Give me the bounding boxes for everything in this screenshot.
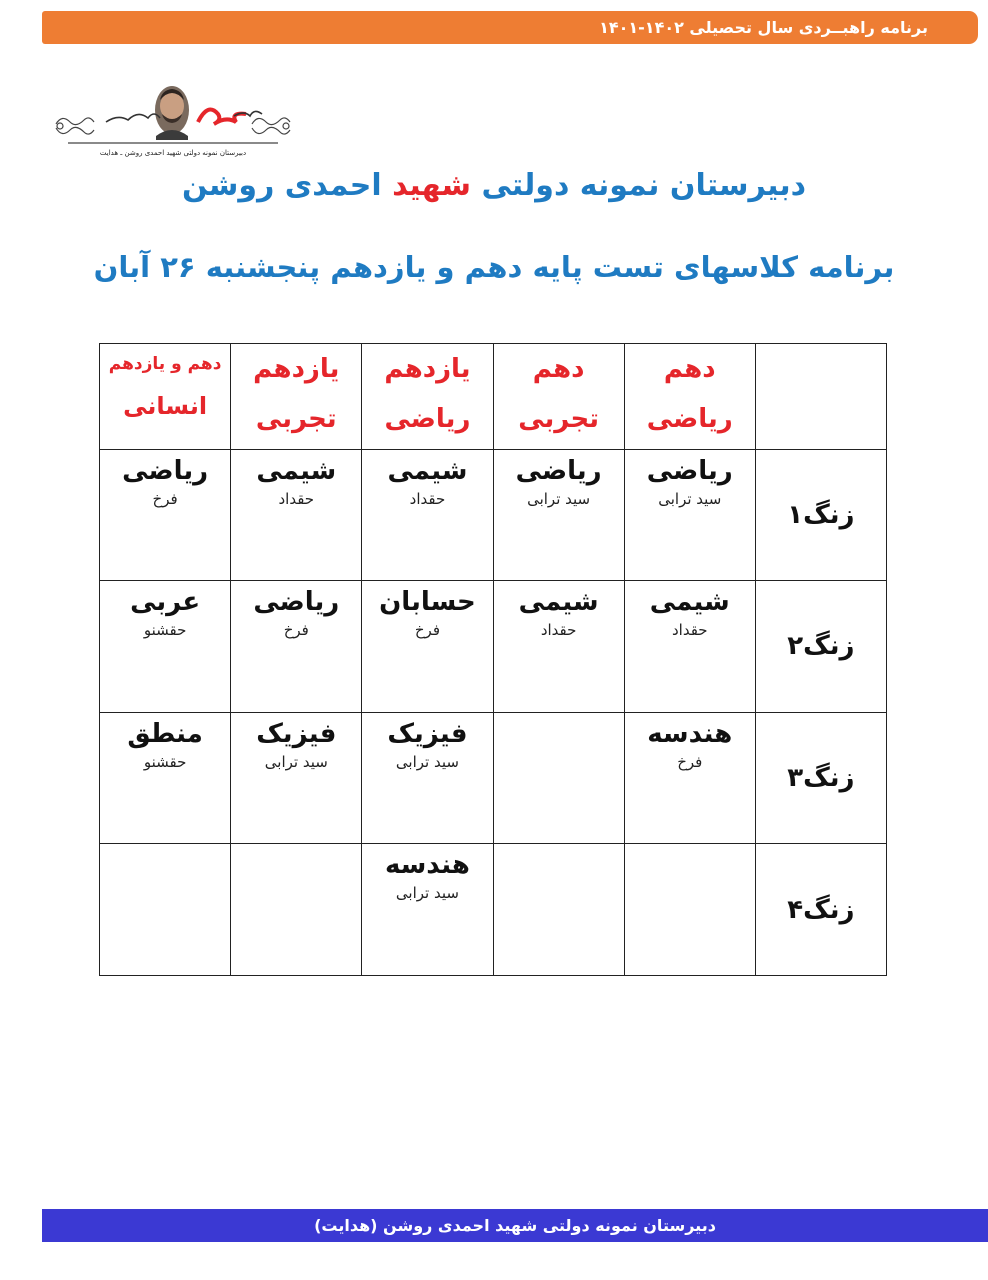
- table-row: [100, 449, 887, 581]
- header-cell: [362, 344, 493, 450]
- schedule-cell: [231, 449, 362, 581]
- bell-label: زنگ۲: [755, 581, 886, 713]
- schedule-cell: [100, 581, 231, 713]
- teacher: فرخ: [283, 621, 309, 640]
- teacher: فرخ: [414, 621, 441, 640]
- subject: شیمی: [649, 587, 730, 618]
- schedule-cell: [624, 581, 755, 713]
- bell-label: زنگ۴: [755, 844, 886, 976]
- header-line1: دهم و یازدهم: [108, 354, 222, 374]
- header-line1: یازدهم: [384, 354, 471, 384]
- subject: شیمی: [518, 587, 599, 618]
- schedule-cell: [100, 844, 231, 976]
- schedule-cell: [624, 712, 755, 844]
- teacher: حقداد: [540, 621, 577, 640]
- footer-bar: [42, 1209, 988, 1242]
- portrait-image: [155, 86, 189, 140]
- header-line1: یازدهم: [253, 354, 340, 384]
- subject: شیمی: [256, 455, 337, 486]
- teacher: سید ترابی: [527, 489, 591, 508]
- schedule-cell: [624, 844, 755, 976]
- schedule-cell: [362, 712, 493, 844]
- teacher: حقداد: [278, 489, 315, 508]
- header-cell: [100, 344, 231, 450]
- bell-label: زنگ۳: [755, 712, 886, 844]
- subject: شیمی: [387, 455, 468, 486]
- header-cell: [624, 344, 755, 450]
- program-title: برنامه کلاسهای تست پایه دهم و یازدهم پنجشنبه ۲۶ آبان: [93, 250, 895, 284]
- table-row: [100, 844, 887, 976]
- schedule-cell: [231, 712, 362, 844]
- subject: ریاضی: [253, 587, 340, 618]
- header-bar: [42, 11, 978, 44]
- header-line2: تجربی: [255, 404, 337, 434]
- header-bar-text: برنامه راهبــردی سال تحصیلی ۱۴۰۲-۱۴۰۱: [599, 18, 928, 37]
- schedule-cell: [231, 581, 362, 713]
- header-cell: [231, 344, 362, 450]
- teacher: حقداد: [409, 489, 446, 508]
- schedule-cell: [624, 449, 755, 581]
- table-row: [100, 712, 887, 844]
- header-line2: انسانی: [123, 392, 208, 420]
- teacher: فرخ: [677, 752, 703, 771]
- subject: عربی: [130, 587, 201, 618]
- schedule-cell: [493, 712, 624, 844]
- subject: حسابان: [379, 587, 476, 618]
- school-title-part1: دبیرستان نمونه دولتی: [481, 168, 807, 203]
- teacher: سید ترابی: [395, 752, 459, 771]
- schedule-cell: [362, 449, 493, 581]
- subject: ریاضی: [122, 455, 209, 486]
- subject: ریاضی: [515, 455, 602, 486]
- teacher: حقشنو: [143, 752, 187, 771]
- teacher: سید ترابی: [264, 752, 328, 771]
- schedule-table: [99, 343, 887, 976]
- teacher: فرخ: [152, 489, 178, 508]
- schedule-cell: [362, 844, 493, 976]
- header-cell: [493, 344, 624, 450]
- header-line2: تجربی: [518, 404, 599, 434]
- header-line2: ریاضی: [646, 404, 733, 434]
- subject: فیزیک: [387, 718, 468, 749]
- schedule-cell: [493, 844, 624, 976]
- footer-bar-text: دبیرستان نمونه دولتی شهید احمدی روشن (هدایت): [314, 1216, 716, 1235]
- schedule-cell: [100, 449, 231, 581]
- subject: ریاضی: [646, 455, 733, 486]
- teacher: حقشنو: [143, 621, 187, 640]
- teacher: سید ترابی: [658, 489, 722, 508]
- school-title-part2: شهید: [392, 168, 471, 203]
- schedule-cell: [493, 581, 624, 713]
- schedule-cell: [231, 844, 362, 976]
- subject: هندسه: [384, 850, 470, 881]
- teacher: سید ترابی: [395, 884, 459, 903]
- header-line1: دهم: [663, 354, 716, 384]
- table-row: [100, 581, 887, 713]
- schedule-cell: [493, 449, 624, 581]
- table-header-row: [100, 344, 887, 450]
- bell-label: زنگ۱: [755, 449, 886, 581]
- header-corner-cell: [755, 344, 886, 450]
- schedule-cell: [362, 581, 493, 713]
- schedule-cell: [100, 712, 231, 844]
- school-title-part3: احمدی روشن: [181, 168, 382, 203]
- school-title: [0, 168, 988, 203]
- logo-caption: دبیرستان نمونه دولتی شهید احمدی روشن ـ هدایت: [99, 149, 247, 157]
- subject: هندسه: [647, 718, 733, 749]
- subject: منطق: [127, 718, 203, 749]
- teacher: حقداد: [671, 621, 708, 640]
- subject: فیزیک: [256, 718, 337, 749]
- school-logo: [48, 70, 298, 162]
- header-line2: ریاضی: [384, 404, 471, 434]
- header-line1: دهم: [532, 354, 585, 384]
